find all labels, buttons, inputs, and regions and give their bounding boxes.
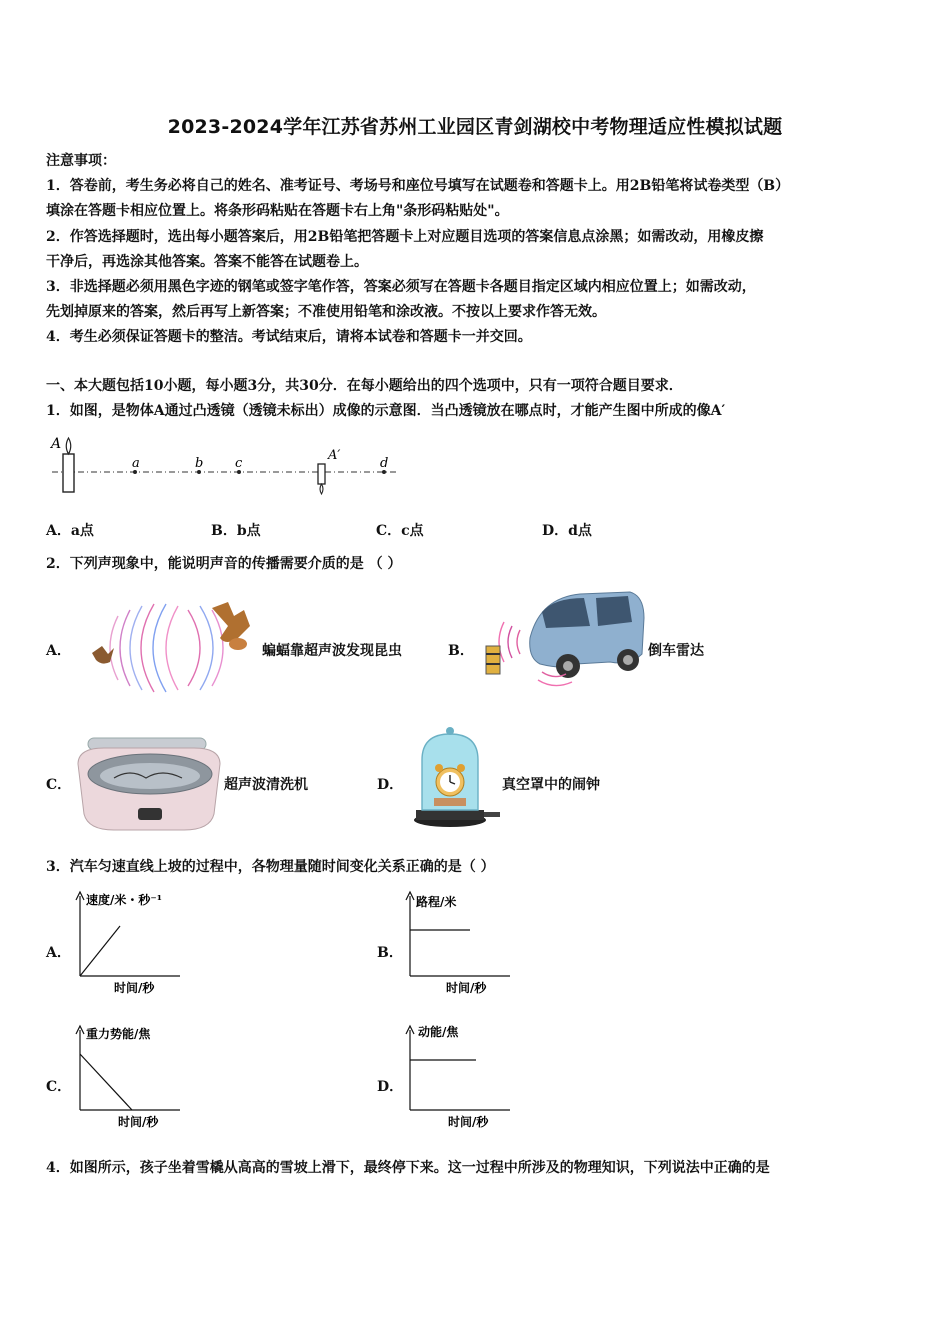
graph-c-ylabel: 重力势能/焦 xyxy=(86,1027,151,1041)
q2-option-d-text: 真空罩中的闹钟 xyxy=(502,777,600,793)
q1-option-d[interactable]: D．d点 xyxy=(542,523,592,539)
candle-object xyxy=(63,454,74,492)
notice-line: 2．作答选择题时，选出每小题答案后，用2B铅笔把答题卡上对应题目选项的答案信息点涂黑；如需改动，用橡皮擦 xyxy=(46,229,764,245)
graph-a-ylabel: 速度/米・秒⁻¹ xyxy=(86,893,162,907)
notice-line: 填涂在答题卡相应位置上。将条形码粘贴在答题卡右上角"条形码粘贴处"。 xyxy=(46,203,509,219)
bat-echolocation-image xyxy=(88,598,260,696)
q2-option-d-letter[interactable]: D． xyxy=(377,777,404,793)
graph-a-xlabel: 时间/秒 xyxy=(114,981,155,995)
flame-icon xyxy=(66,438,71,454)
q3-option-c-letter[interactable]: C． xyxy=(46,1079,72,1095)
label-c: c xyxy=(235,456,243,471)
page-title: 2023-2024学年江苏省苏州工业园区青剑湖校中考物理适应性模拟试题 xyxy=(167,116,783,138)
q4-stem: 4．如图所示，孩子坐着雪橇从高高的雪坡上滑下，最终停下来。这一过程中所涉及的物理知识，下列说法中正确的是 xyxy=(46,1160,770,1176)
q2-option-a-text: 蝙蝠靠超声波发现昆虫 xyxy=(262,643,402,659)
graph-c xyxy=(70,1022,200,1134)
q3-option-a-letter[interactable]: A． xyxy=(46,945,71,961)
q3-option-d-letter[interactable]: D． xyxy=(377,1079,404,1095)
notice-line: 先划掉原来的答案，然后再写上新答案；不准使用铅笔和涂改液。不按以上要求作答无效。 xyxy=(46,304,606,320)
ultrasonic-cleaner-image xyxy=(74,734,224,834)
notice-line: 3．非选择题必须用黑色字迹的钢笔或签字笔作答，答案必须写在答题卡各题目指定区域内相应位置上；如需改动， xyxy=(46,279,756,295)
obstacle-cone xyxy=(486,646,500,674)
label-A-prime: A′ xyxy=(328,448,341,463)
q2-option-b-letter[interactable]: B． xyxy=(448,643,474,659)
vacuum-bell-jar-image xyxy=(410,724,502,832)
q1-option-a[interactable]: A．a点 xyxy=(46,523,94,539)
graph-d xyxy=(400,1020,530,1132)
notice-line: 1．答卷前，考生务必将自己的姓名、准考证号、考场号和座位号填写在试题卷和答题卡上。用2B铅笔将试卷类型（B） xyxy=(46,178,790,194)
power-button xyxy=(138,808,162,820)
graph-b-xlabel: 时间/秒 xyxy=(446,981,487,995)
label-d: d xyxy=(380,456,389,471)
label-b: b xyxy=(195,456,204,471)
q2-option-c-text: 超声波清洗机 xyxy=(224,777,308,793)
q2-option-a-letter[interactable]: A． xyxy=(46,643,71,659)
graph-d-xlabel: 时间/秒 xyxy=(448,1115,489,1129)
graph-b xyxy=(400,888,530,1000)
label-A: A xyxy=(51,436,62,452)
label-a: a xyxy=(132,456,140,471)
image-candle xyxy=(318,464,325,484)
section-heading: 一、本大题包括10小题，每小题3分，共30分．在每小题给出的四个选项中，只有一项符合题目要求． xyxy=(46,378,683,394)
q2-option-b-text: 倒车雷达 xyxy=(648,643,704,659)
q2-option-c-letter[interactable]: C． xyxy=(46,777,72,793)
graph-a-line xyxy=(80,926,120,976)
q2-stem: 2．下列声现象中，能说明声音的传播需要介质的是 （ ） xyxy=(46,556,402,572)
graph-c-xlabel: 时间/秒 xyxy=(118,1115,159,1129)
notice-heading: 注意事项： xyxy=(46,153,116,169)
q1-lens-figure xyxy=(46,432,406,500)
q1-option-b[interactable]: B．b点 xyxy=(211,523,261,539)
q1-stem: 1．如图，是物体A通过凸透镜（透镜未标出）成像的示意图．当凸透镜放在哪点时，才能产生图中所成的像A′ xyxy=(46,403,726,419)
q1-option-c[interactable]: C．c点 xyxy=(376,523,424,539)
notice-line: 干净后，再选涂其他答案。答案不能答在试题卷上。 xyxy=(46,254,368,270)
graph-b-ylabel: 路程/米 xyxy=(416,895,457,909)
q3-stem: 3．汽车匀速直线上坡的过程中，各物理量随时间变化关系正确的是（ ） xyxy=(46,859,495,875)
graph-a xyxy=(70,888,200,1000)
notice-line: 4．考生必须保证答题卡的整洁。考试结束后，请将本试卷和答题卡一并交回。 xyxy=(46,329,532,345)
q3-option-b-letter[interactable]: B． xyxy=(377,945,403,961)
graph-c-line xyxy=(80,1054,132,1110)
reversing-radar-image xyxy=(480,588,648,694)
graph-d-ylabel: 动能/焦 xyxy=(418,1025,459,1039)
